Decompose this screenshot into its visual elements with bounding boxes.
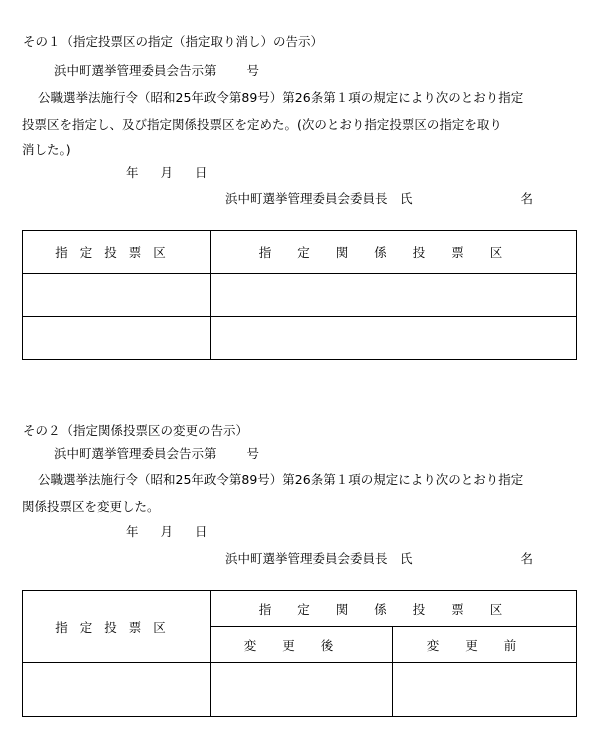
date-month: 月 — [160, 165, 174, 180]
section2-signature — [225, 551, 533, 567]
table-cell[interactable] — [23, 317, 211, 360]
date-month: 月 — [160, 524, 174, 539]
section2-table — [22, 590, 577, 717]
section1-notice-number — [54, 63, 259, 79]
date-year: 年 — [126, 165, 139, 180]
table-cell[interactable] — [393, 663, 577, 717]
section2-notice-number — [54, 446, 259, 462]
table-cell[interactable] — [23, 663, 211, 717]
notice-prefix: 浜中町選挙管理委員会告示第 — [54, 63, 217, 78]
table-cell[interactable] — [23, 274, 211, 317]
section2-date — [126, 524, 208, 540]
signature-title: 浜中町選挙管理委員会委員長 氏 — [225, 191, 413, 206]
header-before-change: 変更前 — [393, 627, 577, 663]
date-day: 日 — [195, 165, 208, 180]
section2-body-line1: 公職選挙法施行令（昭和25年政令第89号）第26条第１項の規定により次のとおり指定 — [38, 472, 524, 487]
signature-title: 浜中町選挙管理委員会委員長 氏 — [225, 551, 413, 566]
table-cell[interactable] — [211, 317, 577, 360]
date-day: 日 — [195, 524, 208, 539]
signature-name: 名 — [520, 551, 534, 566]
section1-body-line3: 消した。) — [22, 142, 71, 157]
section1-date — [126, 165, 208, 181]
section1-table — [22, 230, 577, 360]
date-year: 年 — [126, 524, 139, 539]
section1-body-line2: 投票区を指定し、及び指定関係投票区を定めた。(次のとおり指定投票区の指定を取り — [22, 117, 502, 132]
section2-title: その２（指定関係投票区の変更の告示） — [23, 423, 249, 438]
notice-suffix: 号 — [246, 63, 260, 78]
header-related-district: 指定関係投票区 — [211, 231, 577, 274]
notice-suffix: 号 — [246, 446, 260, 461]
table-cell[interactable] — [211, 663, 393, 717]
notice-prefix: 浜中町選挙管理委員会告示第 — [54, 446, 217, 461]
header-after-change: 変更後 — [211, 627, 393, 663]
signature-name: 名 — [520, 191, 534, 206]
header-designated-district: 指定投票区 — [23, 591, 211, 663]
header-designated-district: 指定投票区 — [23, 231, 211, 274]
section1-signature — [225, 191, 533, 207]
section2-body-line2: 関係投票区を変更した。 — [22, 499, 160, 514]
table-cell[interactable] — [211, 274, 577, 317]
header-related-district: 指定関係投票区 — [211, 591, 577, 627]
section1-body-line1: 公職選挙法施行令（昭和25年政令第89号）第26条第１項の規定により次のとおり指定 — [38, 90, 524, 105]
section1-title: その１（指定投票区の指定（指定取り消し）の告示） — [23, 34, 324, 49]
